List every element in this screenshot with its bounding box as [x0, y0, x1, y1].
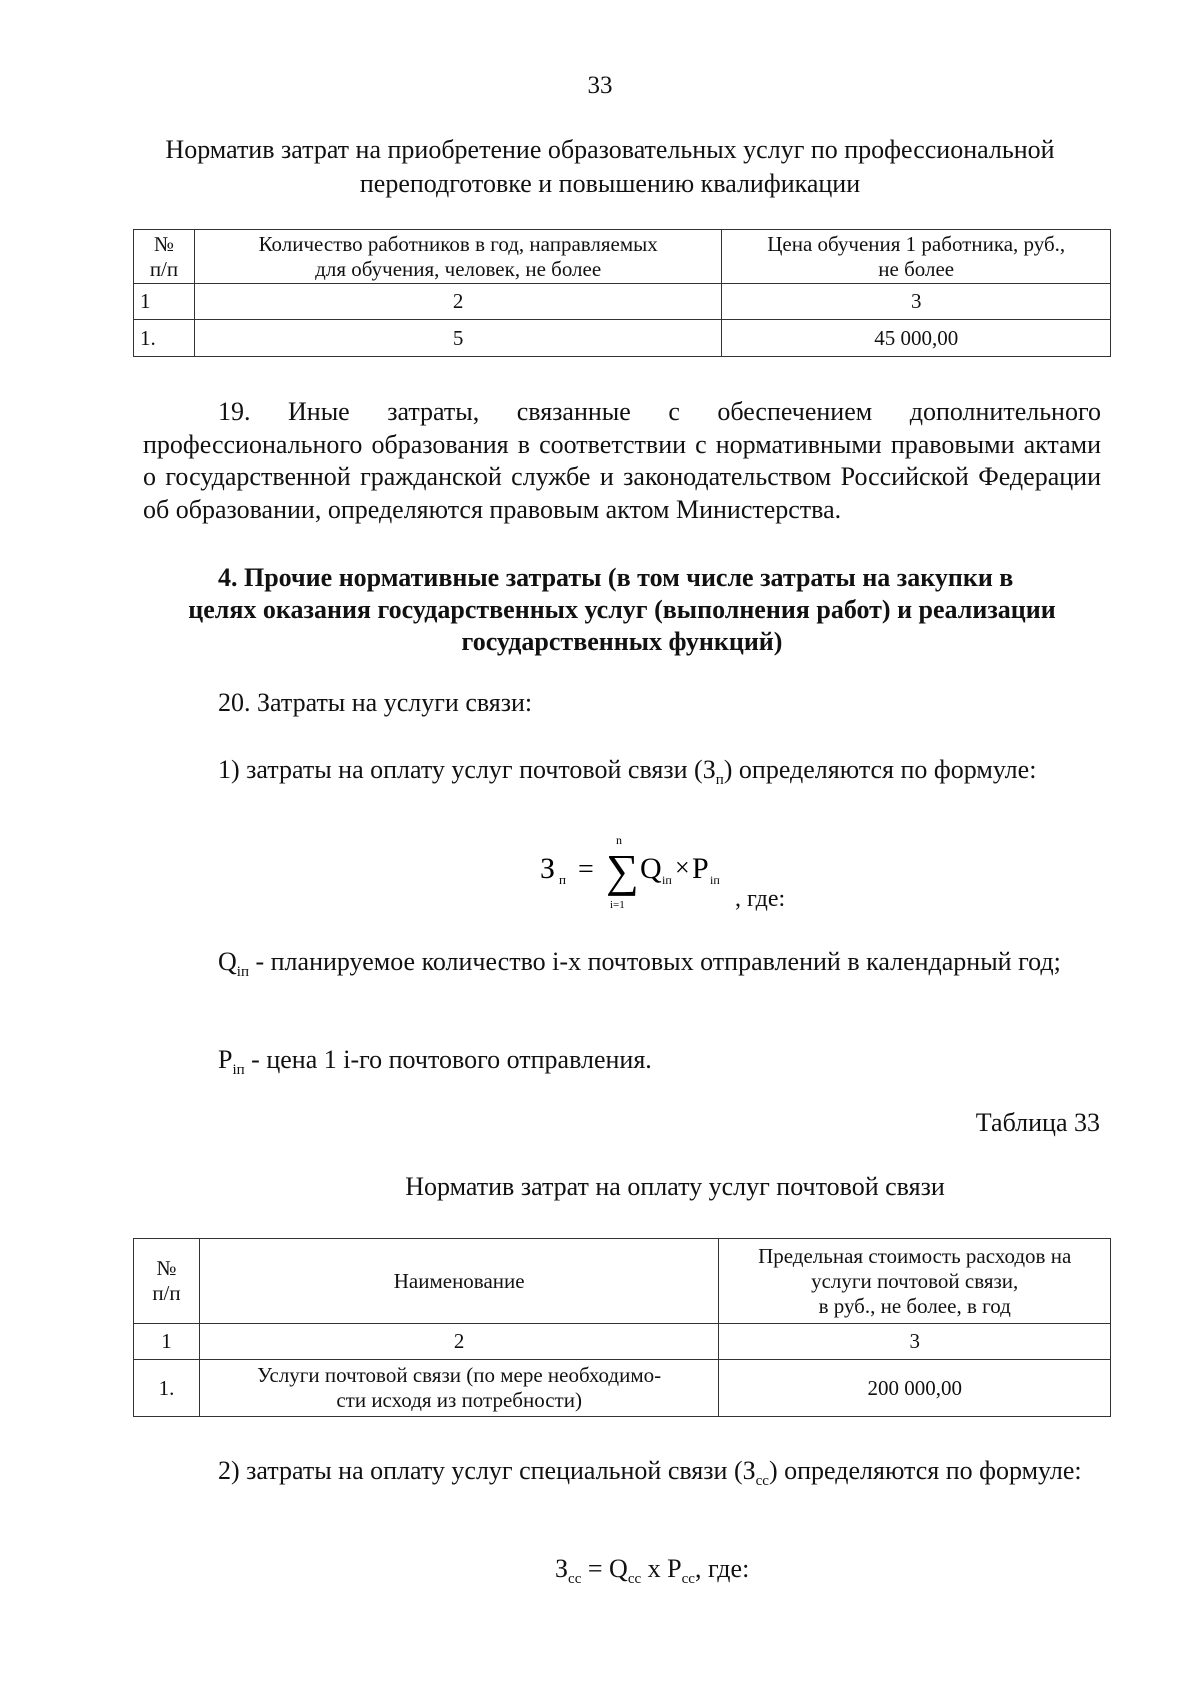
table-cell: 1 [134, 284, 195, 320]
svg-text:iп: iп [710, 873, 720, 887]
sum-icon: ∑ [606, 845, 639, 896]
svg-text:=: = [578, 854, 594, 885]
table-cell: 45 000,00 [722, 320, 1111, 357]
section-4-line1: 4. Прочие нормативные затраты (в том числе затраты на закупки в [218, 563, 1014, 592]
section-4-heading [143, 562, 1101, 658]
item-1: 1) затраты на оплату услуг почтовой связи $(З_п)$ определяются по формуле: [218, 755, 1037, 789]
page-number: 33 [587, 72, 613, 99]
svg-text:п: п [559, 872, 566, 887]
table33-header-row [134, 1239, 1111, 1324]
svg-text:З: З [540, 852, 556, 885]
item-2: 2) затраты на оплату услуг специальной связи $(З_{сс})$ определяются по формуле: [218, 1456, 1082, 1490]
postal-cost-formula [540, 828, 840, 928]
svg-text:n: n [616, 833, 622, 847]
table-row [134, 320, 1111, 357]
svg-text:Q: Q [640, 852, 662, 885]
section-4-line3: государственных функций) [461, 627, 783, 656]
p-definition: $P_{iп}$ - цена 1 i-го почтового отправления. [218, 1045, 652, 1079]
table33-title: Норматив затрат на оплату услуг почтовой связи [405, 1172, 945, 1201]
svg-text:iп: iп [662, 873, 672, 887]
table1-header-count: Количество работников в год, направляемых для обучения, человек, не более [194, 230, 721, 284]
svg-text:i=1: i=1 [610, 899, 625, 911]
table33-header-num: № п/п [134, 1239, 200, 1324]
paragraph-19: 19. Иные затраты, связанные с обеспечением дополнительного профессионального образования в соответствии с нормативными правовыми актами о государственной гражданской службе и законодательством Российской Федерации об образовании, определяются правовым актом Министерства. [143, 397, 1101, 524]
paragraph-20: 20. Затраты на услуги связи: [218, 688, 533, 717]
svg-text:×: × [675, 853, 690, 882]
section-4-line2: целях оказания государственных услуг (выполнения работ) и реализации [188, 595, 1056, 624]
table33-label: Таблица 33 [975, 1108, 1100, 1137]
special-communication-formula: $З_{сс} = Q_{сс}$ x $P_{сс}$, где: [555, 1554, 750, 1588]
table33-header-name: Наименование [199, 1239, 718, 1324]
table-cell: Услуги почтовой связи (по мере необходимо- сти исходя из потребности) [199, 1360, 718, 1417]
q-definition: $Q_{iп}$ - планируемое количество i-х почтовых отправлений в календарный год; [218, 947, 1061, 981]
svg-text:P: P [692, 852, 709, 885]
table1-index-row [134, 284, 1111, 320]
table-row [134, 1360, 1111, 1417]
table1-title-line2: переподготовке и повышению квалификации [359, 169, 861, 198]
table-cell: 5 [194, 320, 721, 357]
table-cell: 200 000,00 [719, 1360, 1111, 1417]
table-cell: 3 [719, 1324, 1111, 1360]
table-cell: 2 [194, 284, 721, 320]
table1-header-price: Цена обучения 1 работника, руб., не более [722, 230, 1111, 284]
table1-header-num: № п/п [134, 230, 195, 284]
table-cell: 1. [134, 320, 195, 357]
formula1-where: , где: [735, 886, 786, 912]
table33-index-row [134, 1324, 1111, 1360]
table-cell: 1 [134, 1324, 200, 1360]
table1-header-row [134, 230, 1111, 284]
table-cell: 3 [722, 284, 1111, 320]
table33-header-cost: Предельная стоимость расходов на услуги почтовой связи, в руб., не более, в год [719, 1239, 1111, 1324]
table-cell: 1. [134, 1360, 200, 1417]
table1-title-line1: Норматив затрат на приобретение образовательных услуг по профессиональной [165, 135, 1055, 164]
table33 [133, 1238, 1111, 1417]
table-cell: 2 [199, 1324, 718, 1360]
table1-title [130, 133, 1090, 201]
table1 [133, 229, 1111, 357]
